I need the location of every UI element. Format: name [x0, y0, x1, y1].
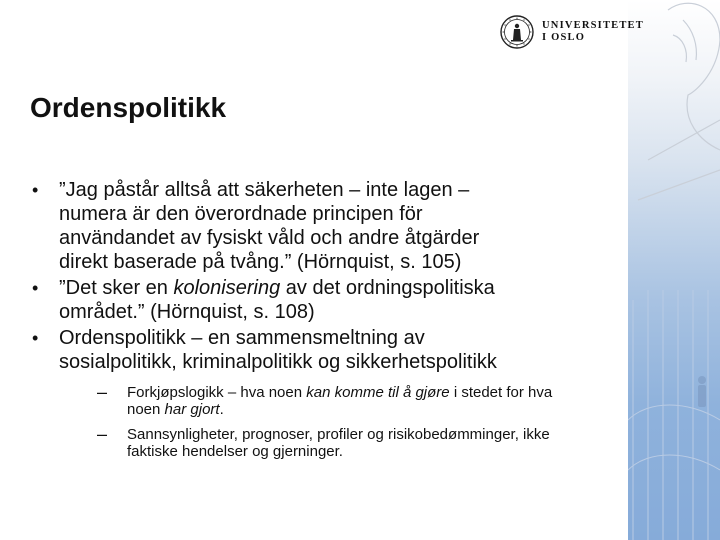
bullet-item — [32, 276, 612, 324]
classical-figure-decoration — [628, 0, 720, 540]
text-run: av det ordningspolitiska — [280, 277, 495, 299]
text-run: . — [219, 401, 224, 418]
sub-bullet-list — [59, 384, 612, 460]
decorative-side-strip — [628, 0, 720, 540]
sub-bullet-item — [97, 426, 612, 460]
logo-line-1: UNIVERSITETET — [542, 20, 644, 31]
slide-title: Ordenspolitikk — [30, 92, 227, 123]
sub-bullet-line — [127, 401, 612, 418]
bullet-line: direkt baserade på tvång.” (Hörnquist, s. 105) — [59, 251, 462, 273]
bullet-line: Ordenspolitikk – en sammensmeltning av — [59, 327, 425, 349]
text-run: noen — [127, 401, 165, 418]
dash-marker: – — [97, 424, 108, 444]
sub-bullet-line: Sannsynligheter, prognoser, profiler og risikobedømminger, ikke — [127, 426, 550, 443]
bullet-marker: • — [32, 278, 39, 298]
dash-marker: – — [97, 382, 108, 402]
bullet-line — [59, 276, 612, 300]
emphasis-text: kan komme til å gjøre — [306, 384, 450, 401]
bullet-marker: • — [32, 328, 39, 348]
text-run: i stedet for hva — [449, 384, 553, 401]
logo-line-2: I OSLO — [542, 32, 586, 43]
bullet-item — [32, 326, 612, 460]
bullet-line: sosialpolitikk, kriminalpolitikk og sikkerhetspolitikk — [59, 351, 497, 373]
bullet-line: området.” (Hörnquist, s. 108) — [59, 301, 315, 323]
bullet-line: numera är den överordnade principen för — [59, 203, 423, 225]
bullet-list — [32, 178, 612, 468]
text-run: ”Det sker en — [59, 277, 174, 299]
bullet-line: ”Jag påstår alltså att säkerheten – inte lagen – — [59, 179, 470, 201]
bullet-item — [32, 178, 612, 274]
sub-bullet-item — [97, 384, 612, 418]
text-run: Forkjøpslogikk – hva noen — [127, 384, 307, 401]
university-seal-icon — [500, 15, 534, 49]
university-logo — [500, 12, 644, 52]
emphasis-text: kolonisering — [173, 277, 281, 299]
bullet-line: användandet av fysiskt våld och andre åtgärder — [59, 227, 480, 249]
sub-bullet-line — [127, 384, 612, 401]
emphasis-text: har gjort — [164, 401, 220, 418]
bullet-marker: • — [32, 180, 39, 200]
sub-bullet-line: faktiske hendelser og gjerninger. — [127, 443, 343, 460]
